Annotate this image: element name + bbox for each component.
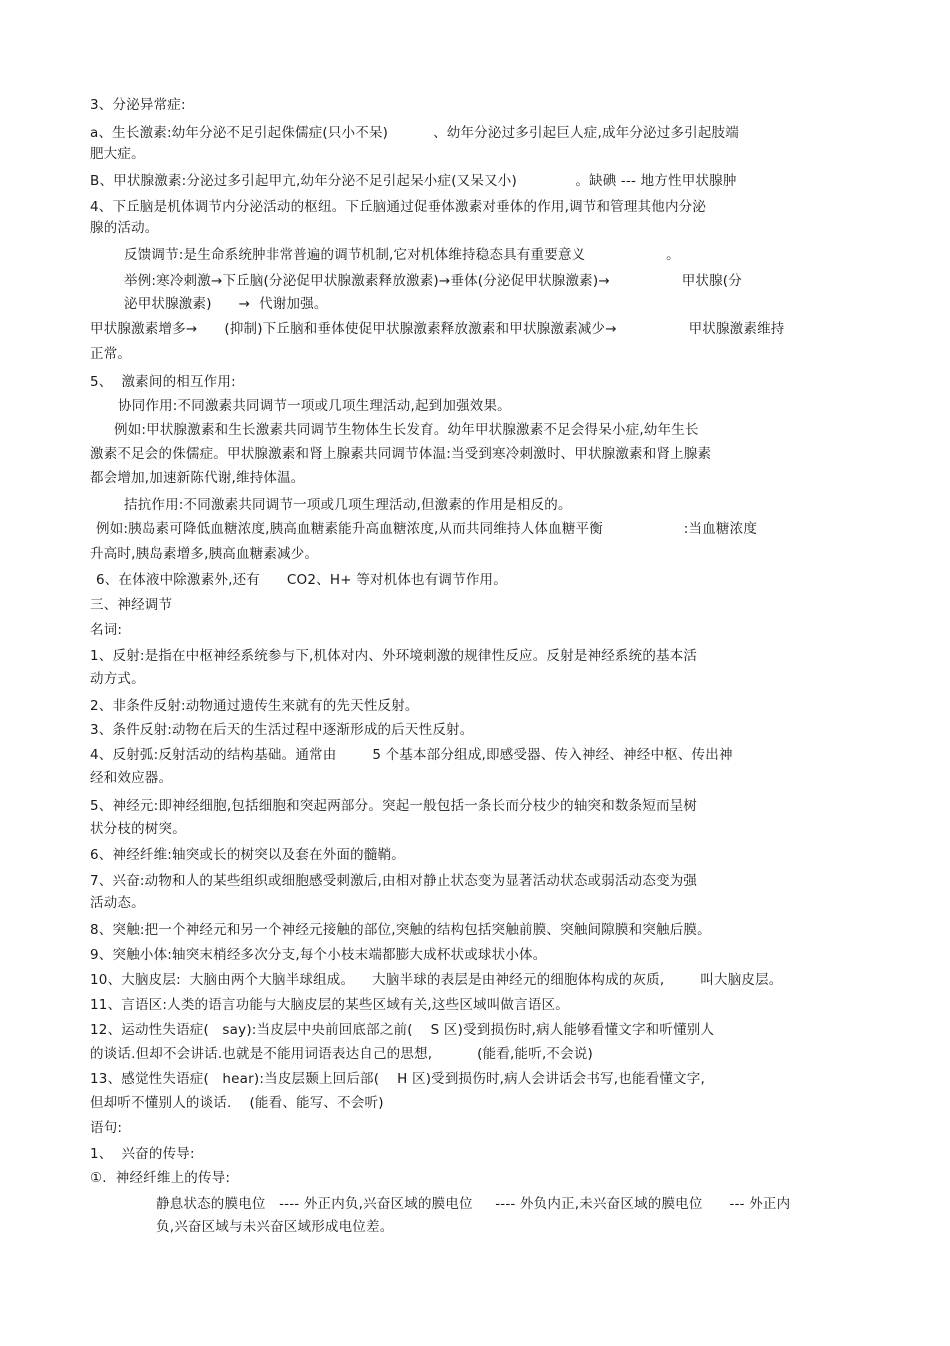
text-line: 4、反射弧:反射活动的结构基础。通常由 5 个基本部分组成,即感受器、传入神经、神经中枢、传出神 <box>90 747 733 763</box>
text-line: 1、反射:是指在中枢神经系统参与下,机体对内、外环境刺激的规律性反应。反射是神经系统的基本活 <box>90 648 698 664</box>
text-line: 甲状腺激素增多→ (抑制)下丘脑和垂体使促甲状腺激素释放激素和甲状腺激素减少→ 甲状腺激素维持 <box>90 321 785 337</box>
text-line: 13、感觉性失语症( hear):当皮层颞上回后部( H 区)受到损伤时,病人会讲话会书写,也能看懂文字, <box>90 1071 705 1087</box>
text-line: 动方式。 <box>90 671 145 687</box>
text-line: 正常。 <box>90 346 132 362</box>
text-line: 肥大症。 <box>90 146 145 162</box>
text-line: 7、兴奋:动物和人的某些组织或细胞感受刺激后,由相对静止状态变为显著活动状态或弱活动态变为强 <box>90 873 698 889</box>
section-heading: 三、神经调节 <box>90 597 173 613</box>
text-line: 升高时,胰岛素增多,胰高血糖素减少。 <box>90 546 319 562</box>
text-line: 5、 激素间的相互作用: <box>90 374 236 390</box>
text-line: 反馈调节:是生命系统肿非常普遍的调节机制,它对机体维持稳态具有重要意义 。 <box>124 247 680 263</box>
text-line: 11、言语区:人类的语言功能与大脑皮层的某些区域有关,这些区域叫做言语区。 <box>90 997 569 1013</box>
text-line: 语句: <box>90 1120 123 1136</box>
text-line: 但却听不懂别人的谈话. (能看、能写、不会听) <box>90 1095 384 1111</box>
text-line: 协同作用:不同激素共同调节一项或几项生理活动,起到加强效果。 <box>118 398 511 414</box>
text-line: 4、下丘脑是机体调节内分泌活动的枢纽。下丘脑通过促垂体激素对垂体的作用,调节和管理其他内分泌 <box>90 199 707 215</box>
text-line: 6、神经纤维:轴突或长的树突以及套在外面的髓鞘。 <box>90 847 405 863</box>
text-line: 8、突触:把一个神经元和另一个神经元接触的部位,突触的结构包括突触前膜、突触间隙膜和突触后膜。 <box>90 922 711 938</box>
text-line: 3、条件反射:动物在后天的生活过程中逐渐形成的后天性反射。 <box>90 722 474 738</box>
text-line: 5、神经元:即神经细胞,包括细胞和突起两部分。突起一般包括一条长而分枝少的轴突和数条短而呈树 <box>90 798 698 814</box>
text-line: 3、分泌异常症: <box>90 97 186 113</box>
text-line: 例如:甲状腺激素和生长激素共同调节生物体生长发育。幼年甲状腺激素不足会得呆小症,幼年生长 <box>114 422 699 438</box>
text-line: 例如:胰岛素可降低血糖浓度,胰高血糖素能升高血糖浓度,从而共同维持人体血糖平衡 :当血糖浓度 <box>96 521 758 537</box>
text-line: a、生长激素:幼年分泌不足引起侏儒症(只小不呆) 、幼年分泌过多引起巨人症,成年分泌过多引起肢端 <box>90 125 739 141</box>
text-line: 10、大脑皮层: 大脑由两个大脑半球组成。 大脑半球的表层是由神经元的细胞体构成的灰质, 叫大脑皮层。 <box>90 972 783 988</box>
text-line: 腺的活动。 <box>90 220 159 236</box>
text-line: 2、非条件反射:动物通过遗传生来就有的先天性反射。 <box>90 698 419 714</box>
text-line: 都会增加,加速新陈代谢,维持体温。 <box>90 470 305 486</box>
text-line: 9、突触小体:轴突末梢经多次分支,每个小枝末端都膨大成杯状或球状小体。 <box>90 947 547 963</box>
text-line: 6、在体液中除激素外,还有 CO2、H+ 等对机体也有调节作用。 <box>96 572 507 588</box>
text-line: 负,兴奋区域与未兴奋区域形成电位差。 <box>156 1219 394 1235</box>
text-line: 状分枝的树突。 <box>90 821 186 837</box>
text-line: 静息状态的膜电位 ---- 外正内负,兴奋区域的膜电位 ---- 外负内正,未兴奋区域的膜电位 --- 外正内 <box>156 1196 791 1212</box>
text-line: 的谈话.但却不会讲话.也就是不能用词语表达自己的思想, (能看,能听,不会说) <box>90 1046 594 1062</box>
text-line: 1、 兴奋的传导: <box>90 1146 195 1162</box>
text-line: 举例:寒冷刺激→下丘脑(分泌促甲状腺激素释放激素)→垂体(分泌促甲状腺激素)→ 甲状腺(分 <box>124 273 742 289</box>
text-line: 拮抗作用:不同激素共同调节一项或几项生理活动,但激素的作用是相反的。 <box>124 497 572 513</box>
text-line: 活动态。 <box>90 895 145 911</box>
text-line: ①. 神经纤维上的传导: <box>90 1170 231 1186</box>
text-line: 经和效应器。 <box>90 770 173 786</box>
text-line: 12、运动性失语症( say):当皮层中央前回底部之前( S 区)受到损伤时,病人能够看懂文字和听懂别人 <box>90 1022 715 1038</box>
text-line: 泌甲状腺激素) → 代谢加强。 <box>124 296 328 312</box>
text-line: 激素不足会的侏儒症。甲状腺激素和肾上腺素共同调节体温:当受到寒冷刺激时、甲状腺激素和肾上腺素 <box>90 446 712 462</box>
text-line: B、甲状腺激素:分泌过多引起甲亢,幼年分泌不足引起呆小症(又呆又小) 。缺碘 --- 地方性甲状腺肿 <box>90 173 737 189</box>
text-line: 名词: <box>90 622 123 638</box>
